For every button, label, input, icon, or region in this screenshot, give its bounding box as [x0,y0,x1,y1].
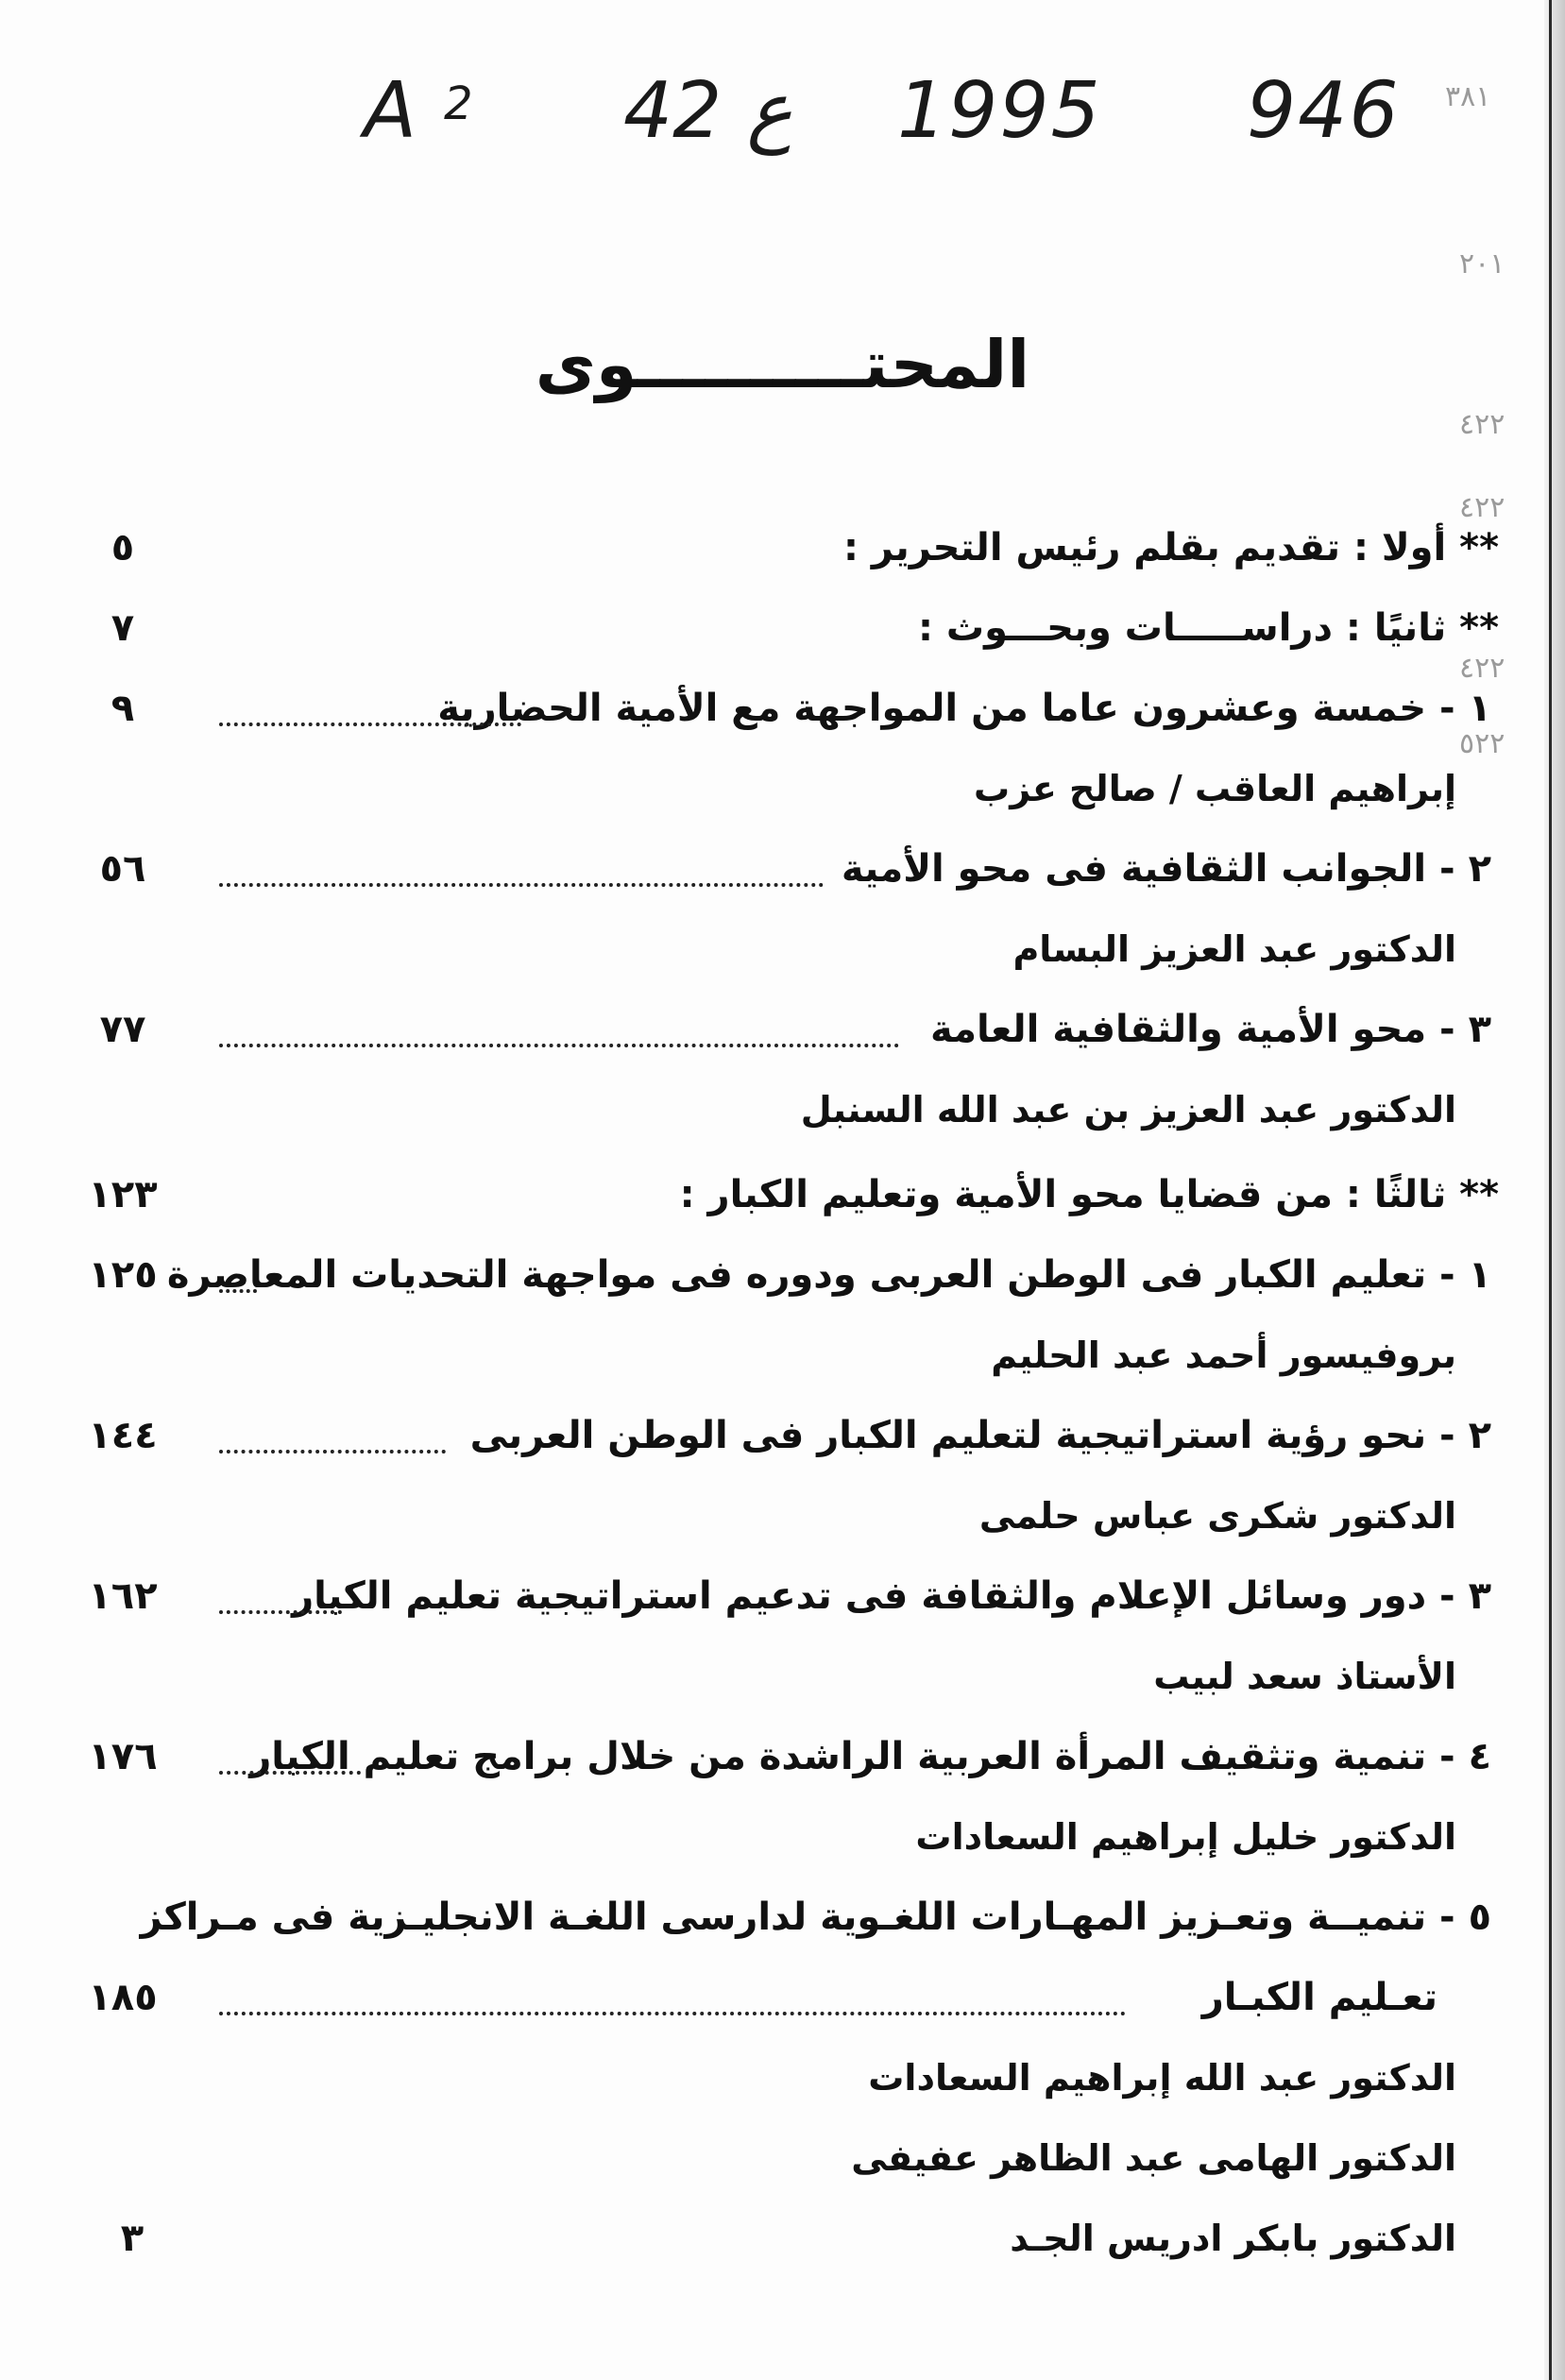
page-number: ١٨٥ [88,1976,158,2019]
handwritten-note-42: 42 ع [623,66,793,156]
leader-dots [219,883,824,887]
entry-author: الأستاذ سعد لبيب [1153,1656,1456,1697]
entry-title: ٤ - تنمية وتثقيف المرأة العربية الراشدة من خلال برامج تعليم الكبار [249,1735,1491,1778]
page-number: ١٢٣ [88,1173,158,1216]
margin-note: ٥٢٢ [1459,727,1505,760]
handwritten-note-a-sup: 2 [444,77,473,130]
page-number: ١٤٤ [88,1414,158,1457]
toc-entry-row [0,1884,1565,1950]
toc-entry-row [0,1724,1565,1790]
entry-author: الدكتور الهامى عبد الظاهر عفيفى [851,2137,1456,2179]
toc-entry-row [0,675,1565,741]
toc-entry-row [0,1242,1565,1308]
toc-section-row [0,595,1565,661]
entry-title: ٣ - محو الأمية والثقافية العامة [929,1008,1491,1051]
toc-entry-row [0,836,1565,902]
footer-page-number: ٣ [120,2217,145,2260]
toc-entry-row [0,996,1565,1062]
leader-dots [219,1289,257,1293]
handwritten-note-year: 1995 [897,66,1102,156]
entry-title-line1: ٥ - تنميــة وتعـزيز المهـارات اللغـوية لدارسى اللغـة الانجليـزية فى مـراكز [140,1896,1491,1939]
leader-dots [219,1771,361,1775]
margin-note: ٤٢٢ [1459,408,1505,441]
section-heading: ** ثالثًا : من قضايا محو الأمية وتعليم الكبار : [679,1173,1499,1216]
section-heading: ** أولا : تقديم بقلم رئيس التحرير : [842,526,1499,570]
page-title: المحتــــــــــوى [535,326,1030,403]
margin-note: ٤٢٢ [1459,652,1505,685]
entry-author: بروفيسور أحمد عبد الحليم [991,1334,1456,1376]
toc-entry-row [0,1402,1565,1469]
entry-author: الدكتور بابكر ادريس الجـد [1010,2218,1456,2259]
entry-title: ١ - تعليم الكبار فى الوطن العربى ودوره فى مواجهة التحديات المعاصرة [166,1253,1491,1297]
page-number: ١٢٥ [88,1253,158,1297]
margin-note: ٣٨١ [1445,80,1491,113]
toc-section-row [0,515,1565,581]
entry-title: ٢ - نحو رؤية استراتيجية لتعليم الكبار فى الوطن العربى [469,1414,1491,1457]
handwritten-note-a: A [364,66,419,156]
entry-title-line2: تعـليم الكبـار [1201,1976,1437,2019]
toc-author-row [0,1643,1565,1709]
page-number: ٥ [111,526,135,570]
leader-dots [219,1044,899,1047]
margin-note: ٢٠١ [1459,247,1505,280]
page-number: ٥٦ [99,847,146,891]
toc-author-row [0,1322,1565,1388]
toc-section-row [0,1162,1565,1228]
entry-author: الدكتور عبد الله إبراهيم السعادات [868,2057,1456,2099]
entry-author: إبراهيم العاقب / صالح عزب [974,768,1456,809]
page-number: ٧٧ [99,1008,146,1051]
entry-title: ٣ - دور وسائل الإعلام والثقافة فى تدعيم استراتيجية تعليم الكبار [292,1574,1491,1618]
entry-author: الدكتور عبد العزيز بن عبد الله السنبل [800,1089,1456,1130]
entry-author: الدكتور شكرى عباس حلمى [978,1495,1456,1537]
section-heading: ** ثانيًا : دراســـــات وبحـــوث : [917,606,1499,650]
leader-dots [219,1450,446,1454]
entry-title: ١ - خمسة وعشرون عاما من المواجهة مع الأمية الحضارية [437,687,1491,730]
entry-author: الدكتور خليل إبراهيم السعادات [915,1816,1456,1858]
toc-author-row [0,1483,1565,1549]
toc-author-row [0,2205,1565,2271]
entry-author: الدكتور عبد العزيز البسام [1012,928,1456,970]
page-number: ٧ [111,606,135,650]
toc-author-row [0,756,1565,822]
toc-author-row [0,2125,1565,2191]
margin-note: ٤٢٢ [1459,491,1505,524]
page-number: ١٦٢ [88,1574,158,1618]
toc-author-row [0,1804,1565,1870]
page-number: ١٧٦ [88,1735,158,1778]
toc-author-row [0,2045,1565,2111]
toc-entry-row-continued [0,1964,1565,2031]
leader-dots [219,2012,1126,2015]
leader-dots [219,722,521,726]
toc-author-row [0,916,1565,982]
handwritten-note-number: 946 [1247,66,1401,156]
toc-author-row [0,1077,1565,1143]
entry-title: ٢ - الجوانب الثقافية فى محو الأمية [841,847,1491,891]
page-number: ٩ [111,687,135,730]
leader-dots [219,1610,342,1614]
toc-entry-row [0,1563,1565,1629]
